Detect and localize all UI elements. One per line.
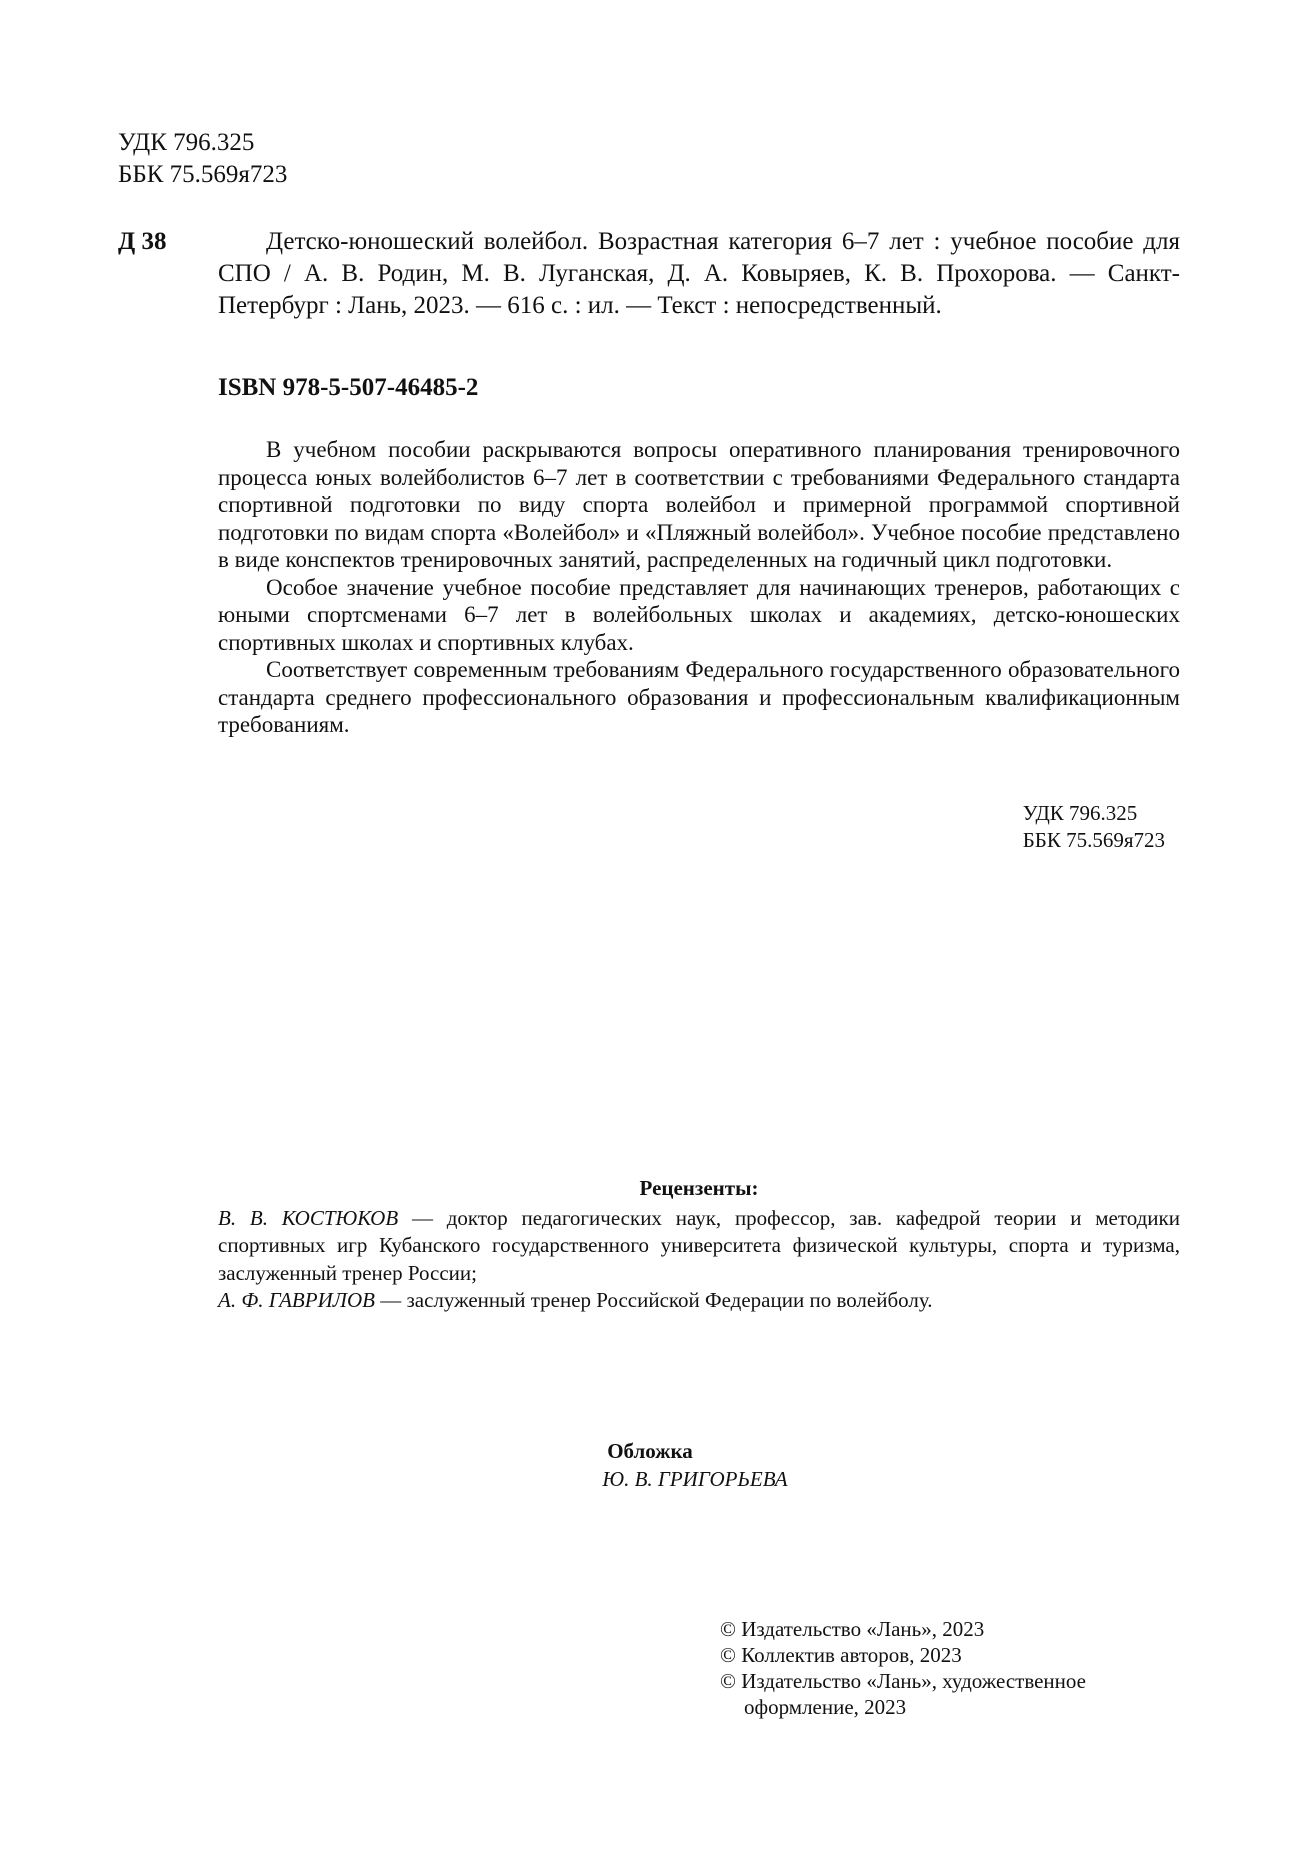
author-mark: Д 38 — [118, 228, 167, 255]
bbk-code: ББК 75.569я723 — [118, 161, 288, 188]
copyright-line: © Издательство «Лань», 2023 — [720, 1617, 985, 1641]
bibliographic-text: Детско-юношеский волейбол. Возрастная категория 6–7 лет : учебное пособие для СПО / А. В. Родин, М. В. Луганская, Д. А. Ковыряев, К. В. Прохорова. — Санкт-Петербург : Лань, 2023. — 616 с. : ил. — Текст : непосредственный. — [218, 228, 1180, 319]
udk-code-right: УДК 796.325 — [1022, 801, 1138, 825]
reviewer-name: А. Ф. ГАВРИЛОВ — [218, 1288, 375, 1312]
reviewer-description: — заслуженный тренер Российской Федерации по волейболу. — [374, 1288, 933, 1312]
reviewer-entry — [218, 1287, 1180, 1315]
annotation-paragraph: Соответствует современным требованиям Федерального государственного образовательного стандарта среднего профессионального образования и профессиональным квалификационным требованиям. — [218, 657, 1180, 737]
reviewer-entry — [218, 1205, 1180, 1288]
bibliographic-record — [218, 226, 1180, 322]
cover-label: Обложка — [607, 1439, 693, 1463]
copyright-line: © Издательство «Лань», художественное — [720, 1669, 1086, 1693]
bbk-code-right: ББК 75.569я723 — [1022, 828, 1165, 852]
annotation — [218, 436, 1180, 739]
reviewers-title: Рецензенты: — [639, 1176, 759, 1200]
isbn: ISBN 978-5-507-46485-2 — [218, 374, 479, 401]
cover-credit — [0, 1437, 1300, 1493]
annotation-paragraph: В учебном пособии раскрываются вопросы оперативного планирования тренировочного процесса юных волейболистов 6–7 лет в соответствии с требованиями Федерального стандарта спортивной подготовки по виду спорта волейбол и примерной программой спортивной подготовки по видам спорта «Волейбол» и «Пляжный волейбол». Учебное пособие представлено в виде конспектов тренировочных занятий, распределенных на годичный цикл подготовки. — [218, 437, 1180, 572]
cover-artist: Ю. В. ГРИГОРЬЕВА — [602, 1467, 788, 1491]
classification-header — [118, 127, 287, 191]
classification-footer — [1023, 800, 1165, 854]
copyright-line: © Коллектив авторов, 2023 — [720, 1643, 962, 1667]
reviewer-name: В. В. КОСТЮКОВ — [218, 1205, 399, 1230]
copyright-line: оформление, 2023 — [744, 1695, 907, 1719]
reviewer-description: — доктор педагогических наук, профессор, зав. кафедрой теории и методики спортивных игр Кубанского государственного университета физической культуры, спорта и туризма, заслуженный тренер России; — [218, 1205, 1180, 1285]
copyright-block — [720, 1616, 1086, 1720]
reviewers-section — [218, 1175, 1180, 1315]
udk-code: УДК 796.325 — [118, 129, 255, 156]
annotation-paragraph: Особое значение учебное пособие представляет для начинающих тренеров, работающих с юными спортсменами 6–7 лет в волейбольных школах и академиях, детско-юношеских спортивных школах и спортивных клубах. — [218, 574, 1180, 655]
